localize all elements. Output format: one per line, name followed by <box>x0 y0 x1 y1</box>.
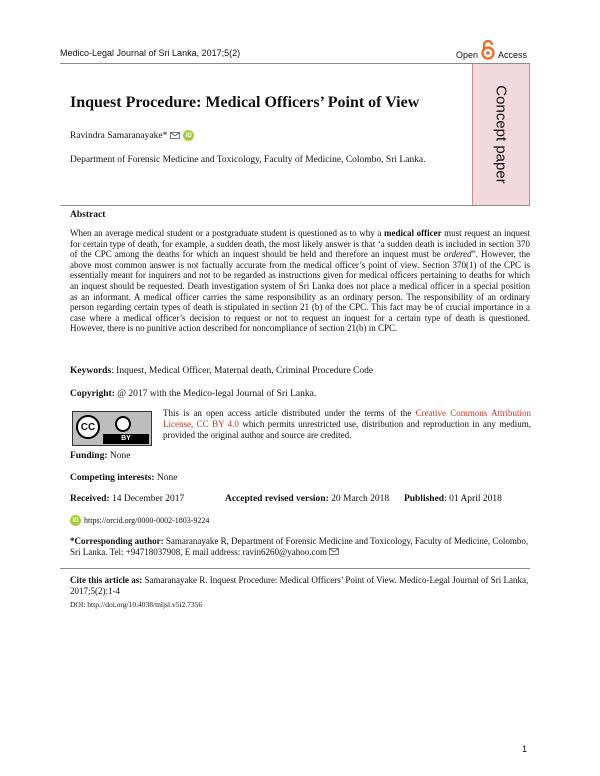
competing-interests-line <box>70 473 177 483</box>
concept-paper-label-box <box>473 64 529 205</box>
abstract-italic-term: ordered <box>443 249 472 260</box>
email-envelope-icon[interactable] <box>329 548 339 555</box>
dates-line <box>70 494 502 504</box>
article-title: Inquest Procedure: Medical Officers’ Point of View <box>70 94 420 111</box>
received-label: Received: <box>70 494 110 504</box>
copyright-label: Copyright: <box>70 389 115 399</box>
cite-label: Cite this article as: <box>70 575 143 585</box>
license-pre: This is an open access article distributed under the terms of the <box>163 408 416 418</box>
revised-label: Accepted revised version: <box>224 494 329 504</box>
concept-paper-label: Concept paper <box>492 85 510 184</box>
author-affiliation: Department of Forensic Medicine and Toxicology, Faculty of Medicine, Colombo, Sri Lanka. <box>70 155 426 165</box>
journal-header: Medico-Legal Journal of Sri Lanka, 2017;5(2) <box>60 48 241 58</box>
published-label: Published <box>403 494 445 504</box>
header-rule <box>60 63 530 64</box>
orcid-url[interactable]: https://orcid.org/0000-0002-1803-9224 <box>84 516 210 525</box>
orcid-icon: iD <box>70 515 81 526</box>
abstract-heading: Abstract <box>70 210 106 220</box>
citation-rule <box>60 568 530 569</box>
license-link[interactable]: Creative Commons Attribution License, CC BY 4.0 <box>163 408 531 429</box>
author-name: Ravindra Samaranayake* <box>70 130 168 141</box>
citation-line <box>70 575 530 597</box>
cite-text: Samaranayake R. Inquest Procedure: Medical Officers’ Point of View. Medico-Legal Journal of Sri Lanka, 2017;5(2):1-4 <box>70 575 529 596</box>
license-post: which permits unrestricted use, distribution and reproduction in any medium, provided the original author and source are credited. <box>163 419 531 440</box>
open-access-lock-icon <box>481 40 495 60</box>
attribution-person-icon <box>115 416 131 432</box>
section-rule <box>60 205 530 206</box>
cc-by-label: BY <box>103 434 149 444</box>
abstract-bold-term: medical officer <box>384 228 442 238</box>
cc-by-license-badge[interactable] <box>72 411 152 446</box>
received-date: 14 December 2017 <box>109 494 185 504</box>
keywords-line <box>70 366 373 376</box>
open-access-right-text: Access <box>498 50 528 60</box>
abstract-part-2: must request an inquest for certain type of death, for example, a sudden death, the most likely answer is that ‘a sudden death is included in section 370 of the CPC among the deaths for which an inquest should be held and therefore an inquest must be <box>70 228 530 260</box>
doi-line[interactable]: DOI: http://doi.org/10.4038/mljsl.v5i2.7356 <box>70 600 203 609</box>
competing-label: Competing interests: <box>70 473 155 483</box>
abstract-body <box>70 228 530 334</box>
cc-icon-text: CC <box>80 421 96 433</box>
copyright-text: @ 2017 with the Medico-legal Journal of Sri Lanka. <box>114 389 317 399</box>
orcid-icon[interactable]: iD <box>183 130 194 141</box>
page-number: 1 <box>522 744 528 754</box>
license-statement <box>163 408 531 441</box>
corresponding-author <box>70 536 530 558</box>
copyright-line <box>70 389 316 399</box>
open-access-badge <box>456 40 527 60</box>
corresponding-text: Samaranayake R, Department of Forensic Medicine and Toxicology, Faculty of Medicine, Colombo, Sri Lanka. Tel: +94718037908, E mail address: ravin6260@yahoo.com <box>70 536 529 557</box>
email-envelope-icon[interactable] <box>170 132 180 139</box>
funding-line <box>70 451 130 461</box>
competing-value: None <box>154 473 178 483</box>
keywords-label: Keywords <box>70 366 112 376</box>
keywords-text: : Inquest, Medical Officer, Maternal death, Criminal Procedure Code <box>111 366 374 376</box>
revised-date: 20 March 2018 <box>328 494 390 504</box>
funding-value: None <box>107 451 131 461</box>
corresponding-label: *Corresponding author: <box>70 536 164 546</box>
cc-icon <box>76 415 100 439</box>
author-line <box>70 130 194 141</box>
published-date: : 01 April 2018 <box>444 494 502 504</box>
open-access-left-text: Open <box>456 50 479 60</box>
abstract-part-1: When an average medical student or a postgraduate student is questioned as to why a <box>70 228 384 238</box>
funding-label: Funding: <box>70 451 108 461</box>
orcid-row <box>70 515 209 526</box>
abstract-part-3: ”. However, the above most common answer is not factually accurate from the medical officer’s point of view. Section 370(1) of the CPC is essentially meant for inquirers and not to be regarded as instructions given for medical officers pertaining to deaths for which an inquest should be requested. Death investigation system of Sri Lanka does not place a medical officer in a special position as an informant. A medical officer carries the same responsibility as an ordinary person. The responsibility of an ordinary person regarding certain types of death is stipulated in section 21 (b) of the CPC. This fact may be of crucial importance in a case where a medical officer’s decision to request or not to request an inquest for a certain type of death is questioned. However, there is no punitive action described for noncompliance of section 21(b) in CPC. <box>70 249 530 334</box>
